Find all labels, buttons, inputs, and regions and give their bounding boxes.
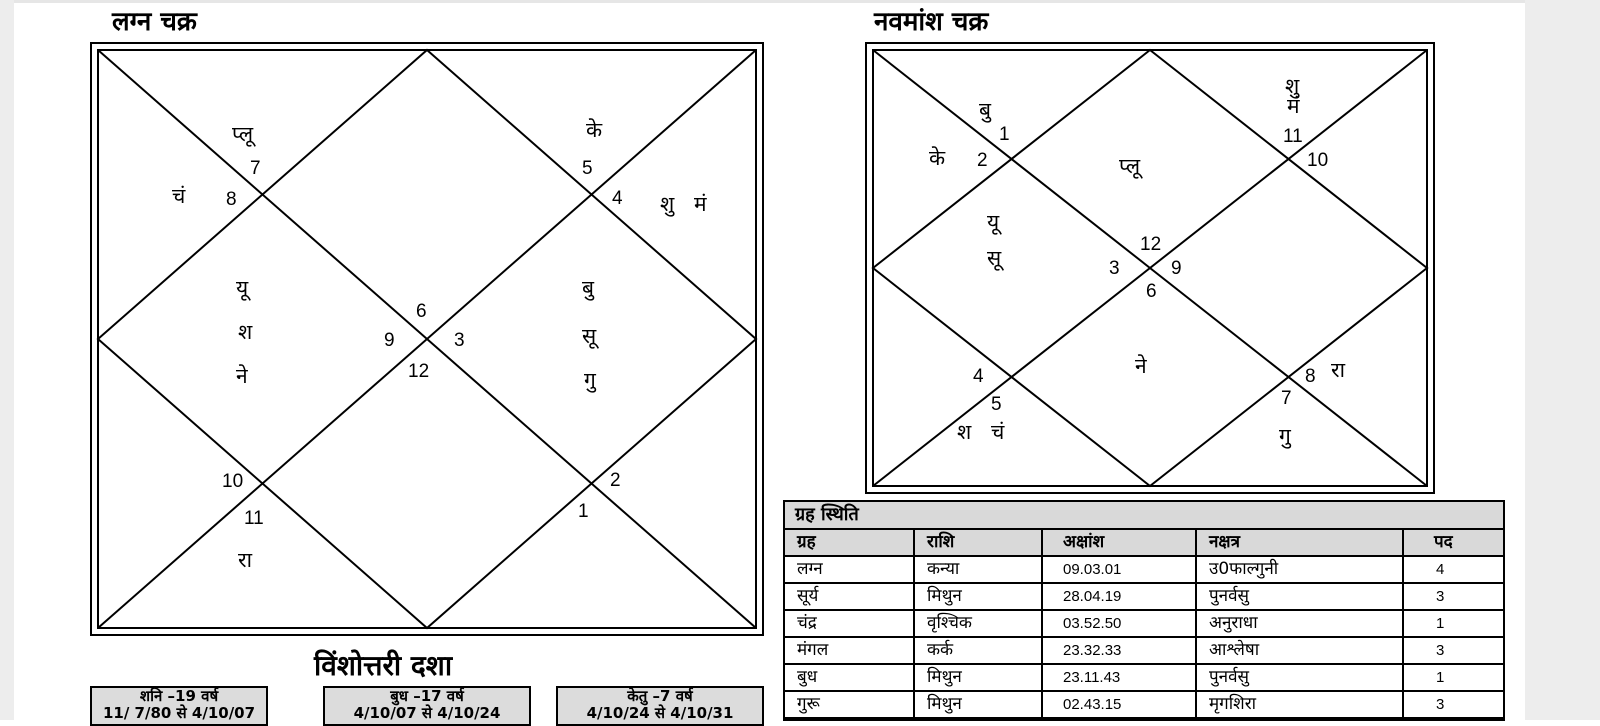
table-cell: 23.32.33 xyxy=(1041,638,1195,663)
table-cell: 28.04.19 xyxy=(1041,584,1195,609)
navamsha-house-number: 7 xyxy=(1281,388,1292,409)
table-cell: 23.11.43 xyxy=(1041,665,1195,690)
navamsha-house-number: 10 xyxy=(1307,150,1329,171)
lagna-chart-title: लग्न चक्र xyxy=(112,7,197,37)
navamsha-planet-label: बु xyxy=(979,98,991,122)
navamsha-house-number: 12 xyxy=(1140,234,1162,255)
table-cell: मृगशिरा xyxy=(1195,692,1402,717)
navamsha-planet-label: श xyxy=(957,420,972,444)
lagna-house-number: 3 xyxy=(454,330,465,351)
lagna-planet-label: गु xyxy=(584,368,596,392)
navamsha-chart xyxy=(865,42,1435,494)
navamsha-planet-label: चं xyxy=(991,420,1005,444)
lagna-house-number: 10 xyxy=(222,471,244,492)
lagna-house-number: 1 xyxy=(578,501,589,522)
table-cell: अनुराधा xyxy=(1195,611,1402,636)
lagna-planet-label: मं xyxy=(694,192,707,216)
lagna-house-number: 7 xyxy=(250,158,261,179)
column-header: राशि xyxy=(913,530,1041,555)
lagna-house-number: 5 xyxy=(582,158,593,179)
navamsha-planet-label: गु xyxy=(1279,424,1291,448)
table-cell: 3 xyxy=(1402,584,1503,609)
lagna-house-number: 6 xyxy=(416,301,427,322)
table-cell: आश्लेषा xyxy=(1195,638,1402,663)
table-cell: चंद्र xyxy=(797,613,817,633)
table-cell: पुनर्वसु xyxy=(1195,665,1402,690)
table-cell: सूर्य xyxy=(797,586,819,606)
lagna-planet-label: यू xyxy=(236,276,249,300)
dasha-period-dates: 11/ 7/80 से 4/10/07 xyxy=(102,704,256,722)
lagna-chart-grid xyxy=(90,42,764,636)
column-header: अक्षांश xyxy=(1041,530,1195,555)
navamsha-house-number: 6 xyxy=(1146,281,1157,302)
lagna-house-number: 8 xyxy=(226,189,237,210)
navamsha-chart-title: नवमांश चक्र xyxy=(874,7,989,37)
dasha-box xyxy=(90,686,268,726)
navamsha-planet-label: रा xyxy=(1331,358,1346,382)
lagna-house-number: 11 xyxy=(244,508,264,529)
navamsha-planet-label: प्लू xyxy=(1119,154,1141,178)
lagna-planet-label: सू xyxy=(582,324,597,348)
navamsha-planet-label: ने xyxy=(1135,354,1147,378)
table-cell: 3 xyxy=(1402,692,1503,717)
lagna-house-number: 4 xyxy=(612,188,623,209)
table-cell: उ0फाल्गुनी xyxy=(1195,557,1402,582)
top-edge xyxy=(14,0,1525,3)
navamsha-house-number: 11 xyxy=(1283,126,1303,147)
navamsha-house-number: 4 xyxy=(973,366,984,387)
dasha-title: विंशोत्तरी दशा xyxy=(314,649,453,682)
table-cell: पुनर्वसु xyxy=(1195,584,1402,609)
table-cell: 4 xyxy=(1402,557,1503,582)
navamsha-house-number: 8 xyxy=(1305,366,1316,387)
lagna-planet-label: बु xyxy=(582,276,594,300)
table-cell: मिथुन xyxy=(913,692,1041,717)
table-row xyxy=(785,665,1503,692)
lagna-house-number: 9 xyxy=(384,330,395,351)
lagna-chart xyxy=(90,42,764,636)
left-margin xyxy=(0,0,14,720)
table-cell: बुध xyxy=(797,667,818,687)
table-cell: कन्या xyxy=(913,557,1041,582)
dasha-period-dates: 4/10/24 से 4/10/31 xyxy=(586,704,734,722)
column-header: पद xyxy=(1402,530,1503,555)
table-row xyxy=(785,638,1503,665)
dasha-period-dates: 4/10/07 से 4/10/24 xyxy=(353,704,501,722)
table-cell: गुरू xyxy=(797,694,820,714)
lagna-planet-label: ने xyxy=(236,364,248,388)
lagna-house-number: 2 xyxy=(610,470,621,491)
table-cell: 03.52.50 xyxy=(1041,611,1195,636)
dasha-box xyxy=(323,686,531,726)
table-row xyxy=(785,557,1503,584)
dasha-box xyxy=(556,686,764,726)
lagna-planet-label: रा xyxy=(238,548,253,572)
lagna-house-number: 12 xyxy=(408,361,430,382)
lagna-planet-label: के xyxy=(586,118,603,142)
lagna-planet-label: श xyxy=(238,320,253,344)
table-cell: मंगल xyxy=(797,640,829,660)
table-cell: लग्न xyxy=(797,559,823,579)
dasha-period-name: बुध –17 वर्ष xyxy=(390,687,464,705)
dasha-period-name: शनि –19 वर्ष xyxy=(139,687,219,705)
table-row xyxy=(785,692,1503,719)
table-caption: ग्रह स्थिति xyxy=(785,502,1503,530)
table-cell: मिथुन xyxy=(913,665,1041,690)
navamsha-planet-label: सू xyxy=(987,246,1002,270)
navamsha-planet-label: के xyxy=(929,146,946,170)
navamsha-house-number: 1 xyxy=(999,124,1010,145)
lagna-planet-label: शु xyxy=(660,192,675,216)
column-header: ग्रह xyxy=(797,532,816,552)
dasha-period-name: केतु –7 वर्ष xyxy=(627,687,693,705)
table-row xyxy=(785,584,1503,611)
navamsha-house-number: 2 xyxy=(977,150,988,171)
lagna-planet-label: चं xyxy=(172,184,186,208)
graha-position-table xyxy=(783,500,1505,721)
table-cell: वृश्चिक xyxy=(913,611,1041,636)
table-cell: 09.03.01 xyxy=(1041,557,1195,582)
navamsha-planet-label: शु xyxy=(1285,74,1300,98)
table-cell: 3 xyxy=(1402,638,1503,663)
navamsha-house-number: 5 xyxy=(991,394,1002,415)
table-cell: 1 xyxy=(1402,611,1503,636)
lagna-planet-label: प्लू xyxy=(232,122,254,146)
table-cell: 1 xyxy=(1402,665,1503,690)
navamsha-house-number: 9 xyxy=(1171,258,1182,279)
navamsha-planet-label: मं xyxy=(1287,94,1300,118)
table-header-row xyxy=(785,530,1503,557)
navamsha-chart-grid xyxy=(865,42,1435,494)
table-row xyxy=(785,611,1503,638)
navamsha-house-number: 3 xyxy=(1109,258,1120,279)
table-cell: कर्क xyxy=(913,638,1041,663)
table-cell: मिथुन xyxy=(913,584,1041,609)
right-margin xyxy=(1525,0,1600,720)
table-cell: 02.43.15 xyxy=(1041,692,1195,717)
navamsha-planet-label: यू xyxy=(987,210,1000,234)
column-header: नक्षत्र xyxy=(1195,530,1402,555)
